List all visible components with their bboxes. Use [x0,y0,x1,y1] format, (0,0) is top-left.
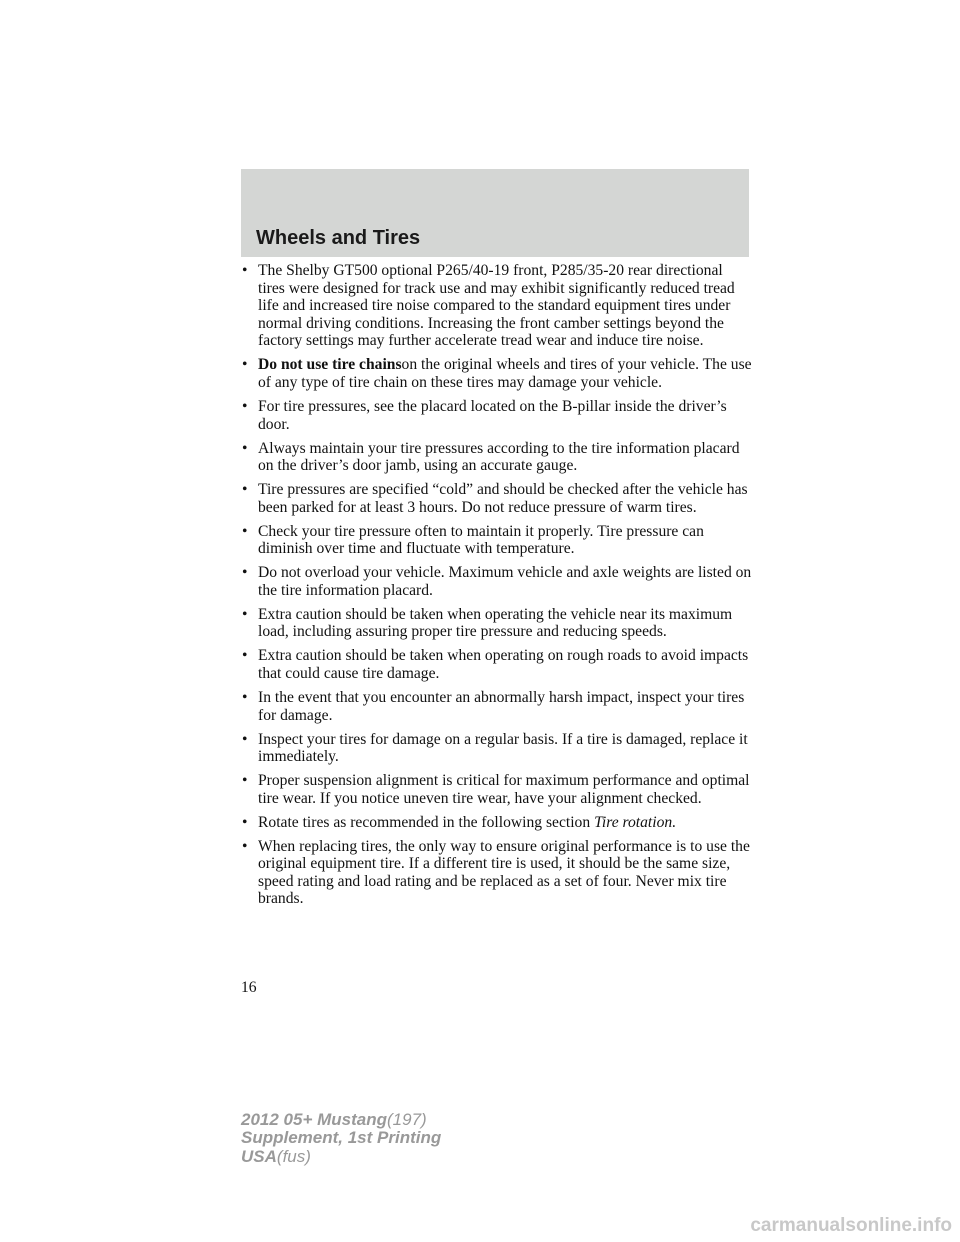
bullet-marker: • [242,439,248,457]
list-item: • For tire pressures, see the placard located on the B-pillar inside the driver’s door. [242,397,727,433]
page-number: 16 [241,979,257,996]
list-item: • Inspect your tires for damage on a regular basis. If a tire is damaged, replace it immediately. [242,730,748,766]
list-item: • Do not use tire chainson the original wheels and tires of your vehicle. The use of any type of tire chain on these tires may damage your vehicle. [242,356,752,391]
list-item: • Tire pressures are specified “cold” and should be checked after the vehicle has been parked for at least 3 hours. Do not reduce pressure of warm tires. [242,481,748,516]
list-item: • The Shelby GT500 optional P265/40-19 front, P285/35-20 rear directional tires were designed for track use and may exhibit significantly reduced tread life and increased tire noise compared to the standard equipment tires under normal driving conditions. Increasing the front camber settings beyond the factory settings may further accelerate tread wear and induce tire noise. [242,262,735,350]
bullet-marker: • [242,397,248,415]
list-item: • Extra caution should be taken when operating on rough roads to avoid impacts that could cause tire damage. [242,647,749,682]
list-item: • Check your tire pressure often to maintain it properly. Tire pressure can diminish over time and fluctuate with temperature. [242,522,704,558]
bullet-marker: • [242,730,248,748]
list-item: • When replacing tires, the only way to ensure original performance is to use the original equipment tire. If a different tire is used, it should be the same size, speed rating and load rating and be replaced as a set of four. Never mix tire brands. [242,837,750,908]
bullet-marker: • [242,772,248,790]
list-item: • Rotate tires as recommended in the following section Tire rotation. [242,813,677,831]
list-item: • Extra caution should be taken when operating the vehicle near its maximum load, including assuring proper tire pressure and reducing speeds. [242,605,733,641]
bullet-marker: • [242,813,248,831]
bullet-marker: • [242,837,248,855]
footer-line: Supplement, 1st Printing [241,1128,442,1148]
section-header-band [241,169,749,257]
list-item: • Do not overload your vehicle. Maximum vehicle and axle weights are listed on the tire information placard. [242,564,752,599]
bullet-marker: • [242,564,248,582]
watermark: carmanualsonline.info [750,1215,952,1236]
bullet-marker: • [242,605,248,623]
bullet-marker: • [242,481,248,499]
bullet-marker: • [242,647,248,665]
list-item: • In the event that you encounter an abnormally harsh impact, inspect your tires for damage. [242,688,745,724]
bullet-list [241,262,753,914]
list-item: • Proper suspension alignment is critical for maximum performance and optimal tire wear. If you notice uneven tire wear, have your alignment checked. [242,772,750,807]
bullet-marker: • [242,262,248,279]
cross-reference: Tire rotation. [594,813,677,831]
emphasis-text: Do not use tire chains [258,356,402,374]
footer-line: USA(fus) [241,1146,311,1166]
section-title: Wheels and Tires [256,227,421,249]
list-item: • Always maintain your tire pressures according to the tire information placard on the driver’s door jamb, using an accurate gauge. [242,439,740,475]
bullet-marker: • [242,356,248,374]
print-footer [241,1111,441,1166]
footer-line: 2012 05+ Mustang(197) [241,1110,427,1129]
bullet-marker: • [242,522,248,540]
bullet-marker: • [242,688,248,706]
